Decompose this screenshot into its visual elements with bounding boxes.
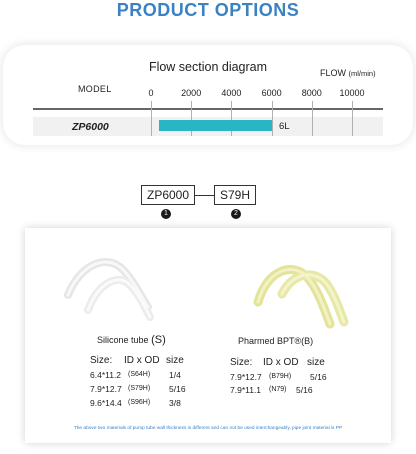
table-header-inch: size (307, 357, 325, 368)
flow-tick-label: 6000 (261, 88, 282, 98)
model-code-box: ZP6000 (141, 185, 195, 205)
flow-axis-line (33, 108, 383, 110)
flow-diagram-title: Flow section diagram (148, 60, 268, 74)
materials-footnote: The above two materials of pump tube wall thickness is different and can not be used interchangeably, pipe joint material is PP (73, 426, 343, 431)
table-cell: 6.4*11.2 (90, 370, 122, 380)
badge-1: 1 (161, 209, 171, 219)
pharmed-tube-image (252, 258, 352, 330)
tube-code-box: S79H (214, 185, 256, 205)
flow-tick-label: 10000 (339, 88, 365, 98)
table-cell: 1/4 (169, 370, 181, 380)
badge-2: 2 (231, 209, 241, 219)
flow-bar-label: 6L (279, 121, 290, 132)
table-cell: 9.6*14.4 (90, 398, 122, 408)
table-header-size: Size: (230, 357, 253, 368)
model-name: ZP6000 (72, 121, 109, 133)
table-cell: 7.9*12.7 (90, 384, 122, 394)
table-cell: 5/16 (169, 384, 186, 394)
table-cell: (S79H) (128, 385, 151, 392)
flow-gridline (272, 101, 273, 136)
table-cell: 5/16 (310, 372, 327, 382)
table-cell: 7.9*11.1 (230, 385, 262, 395)
silicone-tube-title: Silicone tube (S) (97, 334, 166, 346)
table-cell: 7.9*12.7 (230, 372, 262, 382)
table-cell: (N79) (269, 386, 287, 393)
table-header-idod: ID x OD (263, 357, 299, 368)
flow-gridline (151, 101, 152, 136)
table-cell: (S64H) (128, 371, 151, 378)
flow-tick-label: 8000 (301, 88, 322, 98)
table-cell: (B79H) (269, 373, 292, 380)
table-cell: 3/8 (169, 398, 181, 408)
table-header-idod: ID x OD (124, 355, 160, 366)
table-cell: (S96H) (128, 399, 151, 406)
flow-range-bar (159, 120, 272, 131)
silicone-tube-image (60, 255, 160, 325)
page-title: PRODUCT OPTIONS (116, 0, 300, 20)
model-column-label: MODEL (78, 84, 112, 94)
flow-tick-label: 4000 (221, 88, 242, 98)
flow-gridline (352, 101, 353, 136)
table-header-size: Size: (90, 355, 113, 366)
flow-axis-label: FLOW (ml/min) (320, 68, 376, 78)
table-cell: 5/16 (296, 385, 313, 395)
pharmed-tube-title: Pharmed BPT®(B) (238, 336, 314, 346)
flow-tick-label: 0 (148, 88, 154, 98)
table-header-inch: size (166, 355, 184, 366)
flow-tick-label: 2000 (181, 88, 202, 98)
code-connector (195, 195, 214, 196)
flow-gridline (312, 101, 313, 136)
